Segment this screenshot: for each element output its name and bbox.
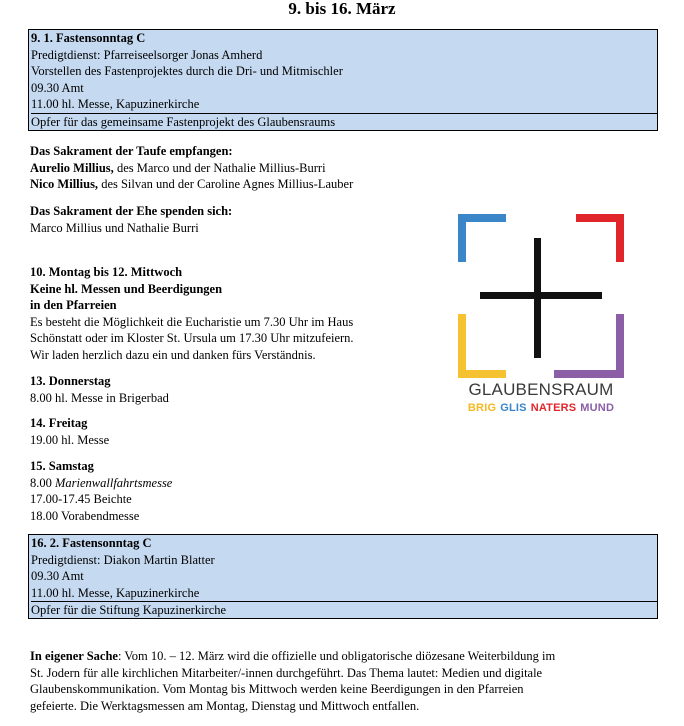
logo-place-brig: BRIG xyxy=(467,402,497,414)
friday-text: 19.00 hl. Messe xyxy=(30,432,110,447)
sunday1-line: 09.30 Amt xyxy=(31,80,84,95)
sunday2-heading: 16. 2. Fastensonntag C xyxy=(31,536,152,550)
sunday1-line: Opfer für das gemeinsame Fastenprojekt des Glaubensraums xyxy=(31,113,657,131)
saturday-heading: 15. Samstag xyxy=(30,459,94,473)
baptism-heading: Das Sakrament der Taufe empfangen: xyxy=(30,144,233,158)
friday-heading: 14. Freitag xyxy=(30,416,88,430)
sunday2-line: 09.30 Amt xyxy=(31,569,84,583)
sunday1-line: Vorstellen des Fastenprojektes durch die Dri- und Mitmischler xyxy=(31,64,343,78)
thursday-text: 8.00 hl. Messe in Brigerbad xyxy=(30,390,169,405)
logo-place-naters: NATERS xyxy=(530,402,577,414)
sunday2-line: 11.00 hl. Messe, Kapuzinerkirche xyxy=(31,585,200,600)
baptism-text: des Silvan und der Caroline Agnes Millius-Lauber xyxy=(98,177,354,191)
thursday-section xyxy=(30,373,169,406)
sunday1-heading: 9. 1. Fastensonntag C xyxy=(31,31,146,45)
monday-heading: 10. Montag bis 12. Mittwoch xyxy=(30,265,183,279)
sunday1-line: 11.00 hl. Messe, Kapuzinerkirche xyxy=(31,97,200,111)
notice-line xyxy=(30,648,650,665)
marriage-section xyxy=(30,203,232,236)
monday-text: Wir laden herzlich dazu ein und danken fürs Verständnis. xyxy=(30,347,316,362)
page-title: 9. bis 16. März xyxy=(288,0,396,18)
monday-text: Schönstatt oder im Kloster St. Ursula um 17.30 Uhr mitzufeiern. xyxy=(30,331,354,345)
sunday1-line: Predigtdienst: Pfarreiseelsorger Jonas Amherd xyxy=(31,47,263,62)
notice-text: : Vom 10. – 12. März wird die offizielle und obligatorische diözesane Weiterbildung im xyxy=(117,649,556,663)
baptism-text: des Marco und der Nathalie Millius-Burri xyxy=(113,160,326,175)
notice-paragraph xyxy=(30,648,650,714)
sunday1-box xyxy=(28,29,658,131)
notice-line: gefeierte. Die Werktagsmessen am Montag, Dienstag und Mittwoch entfallen. xyxy=(30,698,420,713)
saturday-section xyxy=(30,458,172,524)
notice-line: St. Jodern für alle kirchlichen Mitarbeiter/-innen durchgeführt. Das Thema lautet: Medien und digitale xyxy=(30,665,543,680)
monday-section xyxy=(30,264,354,363)
baptism-section xyxy=(30,143,353,193)
friday-section xyxy=(30,415,109,448)
marriage-heading: Das Sakrament der Ehe spenden sich: xyxy=(30,204,233,218)
saturday-mass-time: 8.00 xyxy=(30,475,52,490)
saturday-line: 17.00-17.45 Beichte xyxy=(30,492,132,506)
baptism-name: Aurelio Millius, xyxy=(30,160,114,175)
sunday2-line: Opfer für die Stiftung Kapuzinerkirche xyxy=(31,601,657,619)
notice-line: Glaubenskommunikation. Vom Montag bis Mittwoch werden keine Beerdigungen in den Pfarreien xyxy=(30,682,524,696)
sunday2-box xyxy=(28,534,658,619)
glaubensraum-logo xyxy=(458,214,624,420)
notice-label: In eigener Sache xyxy=(30,649,118,663)
monday-heading: Keine hl. Messen und Beerdigungen xyxy=(30,281,223,296)
logo-place-glis: GLIS xyxy=(500,402,527,414)
logo-places xyxy=(458,402,624,415)
saturday-line: 18.00 Vorabendmesse xyxy=(30,508,140,523)
baptism-name: Nico Millius, xyxy=(30,177,99,191)
saturday-mass xyxy=(30,475,172,492)
monday-text: Es besteht die Möglichkeit die Eucharistie um 7.30 Uhr im Haus xyxy=(30,314,354,329)
baptism-entry xyxy=(30,176,353,193)
monday-heading: in den Pfarreien xyxy=(30,298,117,312)
marriage-text: Marco Millius und Nathalie Burri xyxy=(30,220,199,235)
thursday-heading: 13. Donnerstag xyxy=(30,374,111,388)
sunday2-line: Predigtdienst: Diakon Martin Blatter xyxy=(31,552,215,567)
logo-wordmark: GLAUBENSRAUM xyxy=(468,380,614,399)
logo-cross-icon xyxy=(458,214,624,380)
logo-place-mund: MUND xyxy=(580,402,615,414)
baptism-entry xyxy=(30,160,353,177)
saturday-mass-name: Marienwallfahrtsmesse xyxy=(55,475,173,490)
